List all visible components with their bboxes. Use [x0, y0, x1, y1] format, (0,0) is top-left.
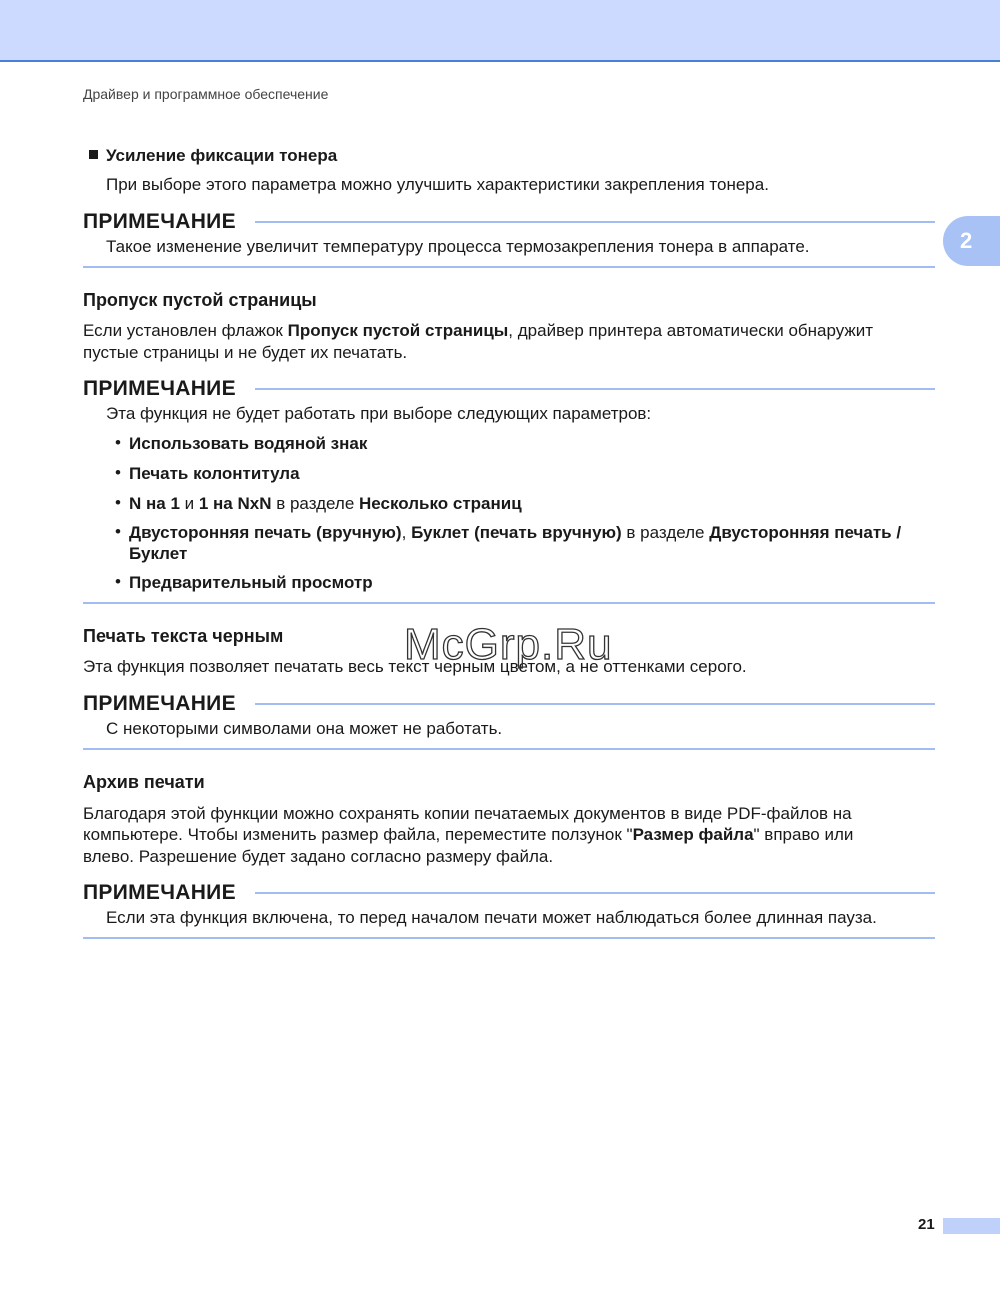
- note-intro: Эта функция не будет работать при выборе следующих параметров:: [106, 404, 652, 423]
- note-text: Если эта функция включена, то перед началом печати может наблюдаться более длинная пауза.: [106, 908, 877, 927]
- list-item: Печать колонтитула: [129, 464, 300, 483]
- section-text-toner: При выборе этого параметра можно улучшить характеристики закрепления тонера.: [106, 175, 769, 194]
- note-rule-top: [255, 703, 935, 705]
- section-text-archive-line1: Благодаря этой функции можно сохранять копии печатаемых документов в виде PDF-файлов на: [83, 804, 852, 823]
- list-item: Предварительный просмотр: [129, 573, 373, 592]
- list-item-continuation: Буклет: [129, 544, 188, 563]
- section-title-print-archive: Архив печати: [83, 772, 205, 792]
- note-rule-bottom: [83, 266, 935, 268]
- list-item: N на 1 и 1 на NxN в разделе Несколько страниц: [129, 494, 522, 513]
- footer-bar: [943, 1218, 1000, 1234]
- note-label: ПРИМЕЧАНИЕ: [83, 377, 236, 400]
- note-rule-top: [255, 388, 935, 390]
- bullet-dot: •: [115, 493, 121, 512]
- note-text: С некоторыми символами она может не работать.: [106, 719, 503, 738]
- note-label: ПРИМЕЧАНИЕ: [83, 210, 236, 233]
- section-text-archive-line3: влево. Разрешение будет задано согласно размеру файла.: [83, 847, 554, 866]
- section-title-toner: Усиление фиксации тонера: [106, 146, 338, 165]
- note-text: Такое изменение увеличит температуру процесса термозакрепления тонера в аппарате.: [106, 237, 810, 256]
- watermark-logo: McGrp.Ru: [404, 620, 613, 669]
- bullet-dot: •: [115, 463, 121, 482]
- section-title-black-text: Печать текста черным: [83, 626, 284, 646]
- note-rule-bottom: [83, 748, 935, 750]
- section-text-skip-blank-line2: пустые страницы и не будет их печатать.: [83, 343, 408, 362]
- note-rule-bottom: [83, 937, 935, 939]
- note-rule-bottom: [83, 602, 935, 604]
- note-rule-top: [255, 892, 935, 894]
- note-label: ПРИМЕЧАНИЕ: [83, 881, 236, 904]
- list-item: Использовать водяной знак: [129, 434, 368, 453]
- note-label: ПРИМЕЧАНИЕ: [83, 692, 236, 715]
- running-header: Драйвер и программное обеспечение: [83, 86, 329, 102]
- note-rule-top: [255, 221, 935, 223]
- section-text-skip-blank-line1: Если установлен флажок Пропуск пустой страницы, драйвер принтера автоматически обнаружит: [83, 321, 874, 340]
- section-text-black-text: Эта функция позволяет печатать весь текст черным цветом, а не оттенками серого.: [83, 657, 747, 676]
- section-text-archive-line2: компьютере. Чтобы изменить размер файла, переместите ползунок "Размер файла" вправо или: [83, 825, 854, 844]
- chapter-tab[interactable]: 2: [943, 216, 1000, 266]
- section-title-skip-blank: Пропуск пустой страницы: [83, 290, 317, 310]
- square-bullet-icon: [89, 150, 98, 159]
- bullet-dot: •: [115, 433, 121, 452]
- list-item: Двусторонняя печать (вручную), Буклет (печать вручную) в разделе Двусторонняя печать /: [129, 523, 902, 542]
- bullet-dot: •: [115, 572, 121, 591]
- page-number: 21: [918, 1216, 935, 1233]
- bullet-dot: •: [115, 522, 121, 541]
- header-band: [0, 0, 1000, 62]
